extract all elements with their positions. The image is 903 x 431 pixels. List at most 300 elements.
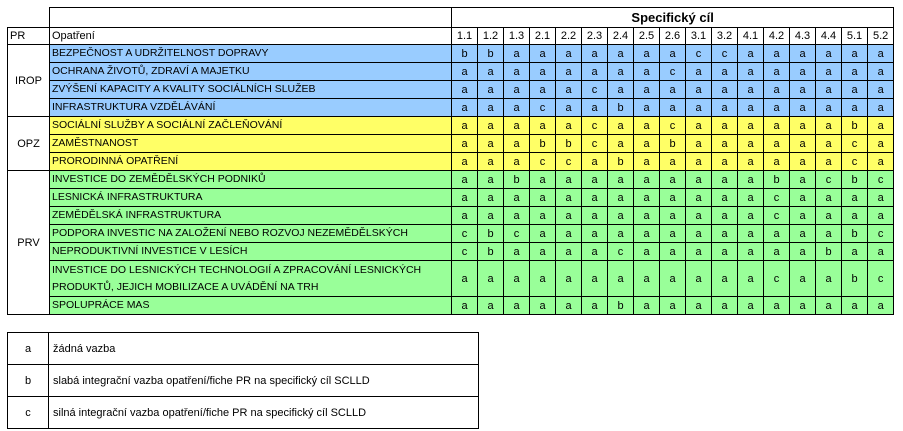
relation-value-cell: a [686, 225, 712, 243]
relation-value-cell: a [504, 153, 530, 171]
goal-column-header: 2.4 [608, 28, 634, 45]
relation-value-cell: a [790, 117, 816, 135]
legend-code: b [8, 365, 49, 397]
relation-value-cell: a [504, 135, 530, 153]
relation-value-cell: a [634, 153, 660, 171]
relation-value-cell: a [582, 99, 608, 117]
legend-body [8, 333, 479, 429]
relation-value-cell: a [790, 207, 816, 225]
goal-column-header: 3.1 [686, 28, 712, 45]
relation-value-cell: a [634, 207, 660, 225]
relation-value-cell: a [686, 117, 712, 135]
relation-value-cell: a [452, 153, 478, 171]
relation-value-cell: a [712, 297, 738, 315]
relation-value-cell: a [816, 63, 842, 81]
relation-value-cell: a [452, 63, 478, 81]
relation-value-cell: b [504, 171, 530, 189]
relation-value-cell: a [582, 261, 608, 297]
relation-value-cell: a [478, 261, 504, 297]
relation-value-cell: a [686, 243, 712, 261]
relation-value-cell: a [452, 189, 478, 207]
relation-value-cell: c [764, 261, 790, 297]
relation-value-cell: b [816, 243, 842, 261]
legend-row [8, 397, 479, 429]
relation-value-cell: a [868, 81, 894, 99]
measure-header: Opatření [50, 28, 452, 45]
relation-value-cell: a [712, 153, 738, 171]
relation-value-cell: a [764, 117, 790, 135]
relation-value-cell: a [764, 243, 790, 261]
relation-value-cell: c [764, 189, 790, 207]
relation-value-cell: a [816, 135, 842, 153]
relation-value-cell: a [738, 153, 764, 171]
relation-value-cell: a [868, 135, 894, 153]
relation-value-cell: a [712, 63, 738, 81]
relation-value-cell: a [504, 261, 530, 297]
relation-value-cell: a [686, 171, 712, 189]
relation-value-cell: b [842, 261, 868, 297]
goal-column-header: 4.3 [790, 28, 816, 45]
relation-value-cell: a [556, 117, 582, 135]
relation-value-cell: a [582, 171, 608, 189]
goal-column-header: 2.3 [582, 28, 608, 45]
relation-value-cell: a [504, 243, 530, 261]
relation-value-cell: a [608, 45, 634, 63]
relation-value-cell: c [608, 243, 634, 261]
relation-value-cell: a [478, 171, 504, 189]
relation-value-cell: a [556, 297, 582, 315]
relation-value-cell: b [608, 153, 634, 171]
relation-value-cell: a [790, 81, 816, 99]
measure-label: INVESTICE DO ZEMĚDĚLSKÝCH PODNIKŮ [50, 171, 452, 189]
relation-value-cell: a [530, 297, 556, 315]
goal-column-header: 3.2 [712, 28, 738, 45]
legend-description: slabá integrační vazba opatření/fiche PR na specifický cíl SCLLD [49, 365, 479, 397]
relation-value-cell: a [452, 99, 478, 117]
relation-value-cell: a [738, 81, 764, 99]
relation-value-cell: a [712, 171, 738, 189]
relation-value-cell: a [816, 225, 842, 243]
measure-label: ZAMĚSTNANOST [50, 135, 452, 153]
relation-value-cell: a [790, 63, 816, 81]
relation-value-cell: a [712, 135, 738, 153]
relation-value-cell: a [478, 99, 504, 117]
table-row [8, 171, 894, 189]
table-row [8, 135, 894, 153]
relation-value-cell: a [660, 153, 686, 171]
relation-value-cell: a [712, 81, 738, 99]
relation-value-cell: a [478, 207, 504, 225]
relation-value-cell: a [608, 171, 634, 189]
relation-value-cell: a [790, 135, 816, 153]
relation-value-cell: a [842, 45, 868, 63]
relation-value-cell: b [842, 117, 868, 135]
relation-value-cell: a [816, 81, 842, 99]
measure-label: INVESTICE DO LESNICKÝCH TECHNOLOGIÍ A ZPRACOVÁNÍ LESNICKÝCH PRODUKTŮ, JEJICH MOBILIZACE A UVÁDĚNÍ NA TRH [50, 261, 452, 297]
relation-value-cell: a [660, 243, 686, 261]
relation-value-cell: a [530, 171, 556, 189]
relation-value-cell: c [452, 225, 478, 243]
relation-value-cell: a [816, 153, 842, 171]
relation-value-cell: a [556, 189, 582, 207]
relation-value-cell: a [686, 189, 712, 207]
relation-value-cell: c [660, 63, 686, 81]
relation-value-cell: a [816, 207, 842, 225]
goal-column-header: 4.2 [764, 28, 790, 45]
blank-corner-measure [50, 8, 452, 28]
relation-value-cell: a [556, 207, 582, 225]
measure-label: PRORODINNÁ OPATŘENÍ [50, 153, 452, 171]
relation-value-cell: a [764, 297, 790, 315]
relation-value-cell: c [842, 135, 868, 153]
table-row [8, 261, 894, 297]
relation-value-cell: a [842, 81, 868, 99]
relation-value-cell: c [582, 117, 608, 135]
relation-value-cell: a [790, 171, 816, 189]
relation-value-cell: a [816, 189, 842, 207]
relation-value-cell: a [556, 99, 582, 117]
relation-value-cell: a [764, 63, 790, 81]
goal-column-header: 2.6 [660, 28, 686, 45]
relation-value-cell: a [582, 153, 608, 171]
relation-value-cell: b [842, 171, 868, 189]
relation-value-cell: a [738, 297, 764, 315]
relation-value-cell: b [764, 171, 790, 189]
relation-value-cell: a [634, 81, 660, 99]
relation-value-cell: a [504, 45, 530, 63]
relation-value-cell: a [686, 81, 712, 99]
relation-value-cell: b [608, 99, 634, 117]
relation-value-cell: a [478, 117, 504, 135]
relation-value-cell: c [660, 117, 686, 135]
relation-value-cell: a [608, 117, 634, 135]
relation-value-cell: a [816, 117, 842, 135]
relation-value-cell: a [868, 117, 894, 135]
relation-value-cell: a [582, 45, 608, 63]
relation-value-cell: a [582, 243, 608, 261]
relation-value-cell: a [842, 207, 868, 225]
relation-value-cell: a [790, 225, 816, 243]
relation-value-cell: a [712, 99, 738, 117]
goal-column-header: 2.5 [634, 28, 660, 45]
relation-value-cell: c [530, 153, 556, 171]
relation-value-cell: a [686, 153, 712, 171]
relation-value-cell: a [608, 189, 634, 207]
measure-label: INFRASTRUKTURA VZDĚLÁVÁNÍ [50, 99, 452, 117]
table-row [8, 99, 894, 117]
relation-value-cell: a [738, 135, 764, 153]
relation-value-cell: a [712, 261, 738, 297]
relation-value-cell: a [608, 261, 634, 297]
relation-value-cell: a [582, 63, 608, 81]
relation-value-cell: a [868, 189, 894, 207]
relation-value-cell: a [452, 171, 478, 189]
relation-value-cell: a [504, 63, 530, 81]
relation-value-cell: a [686, 135, 712, 153]
relation-value-cell: a [738, 189, 764, 207]
table-row [8, 81, 894, 99]
relation-value-cell: a [764, 225, 790, 243]
goal-column-header: 2.1 [530, 28, 556, 45]
legend-description: žádná vazba [49, 333, 479, 365]
measure-label: SPOLUPRÁCE MAS [50, 297, 452, 315]
relation-value-cell: a [738, 99, 764, 117]
relation-value-cell: a [842, 99, 868, 117]
goal-column-header: 5.2 [868, 28, 894, 45]
relation-value-cell: a [660, 207, 686, 225]
relation-value-cell: a [764, 81, 790, 99]
relation-value-cell: b [478, 243, 504, 261]
relation-value-cell: b [556, 135, 582, 153]
program-group-label: OPZ [8, 117, 50, 171]
blank-corner [8, 8, 50, 28]
relation-value-cell: c [868, 171, 894, 189]
relation-value-cell: a [686, 207, 712, 225]
relation-value-cell: a [660, 261, 686, 297]
relation-value-cell: a [530, 189, 556, 207]
measure-label: PODPORA INVESTIC NA ZALOŽENÍ NEBO ROZVOJ NEZEMĚDĚLSKÝCH [50, 225, 452, 243]
specific-goal-title: Specifický cíl [452, 8, 894, 28]
relation-value-cell: c [712, 45, 738, 63]
relation-value-cell: a [764, 45, 790, 63]
relation-value-cell: b [478, 225, 504, 243]
measure-label: SOCIÁLNÍ SLUŽBY A SOCIÁLNÍ ZAČLEŇOVÁNÍ [50, 117, 452, 135]
goal-column-header: 4.1 [738, 28, 764, 45]
relation-value-cell: a [608, 81, 634, 99]
relation-value-cell: b [608, 297, 634, 315]
relation-value-cell: a [530, 243, 556, 261]
relation-value-cell: a [634, 45, 660, 63]
relation-value-cell: a [634, 261, 660, 297]
relation-value-cell: c [504, 225, 530, 243]
relation-value-cell: a [738, 117, 764, 135]
relation-value-cell: a [478, 153, 504, 171]
relation-value-cell: a [452, 261, 478, 297]
goal-column-header: 4.4 [816, 28, 842, 45]
relation-value-cell: a [790, 261, 816, 297]
table-row [8, 45, 894, 63]
relation-value-cell: a [504, 81, 530, 99]
relation-value-cell: a [712, 243, 738, 261]
relation-value-cell: a [634, 243, 660, 261]
relation-value-cell: a [478, 81, 504, 99]
relation-value-cell: a [634, 225, 660, 243]
relation-value-cell: a [868, 45, 894, 63]
relation-value-cell: a [868, 207, 894, 225]
relation-value-cell: a [582, 189, 608, 207]
program-group-label: IROP [8, 45, 50, 117]
relation-value-cell: a [868, 243, 894, 261]
relation-value-cell: a [556, 171, 582, 189]
relation-value-cell: a [504, 207, 530, 225]
measure-label: ZVÝŠENÍ KAPACITY A KVALITY SOCIÁLNÍCH SLUŽEB [50, 81, 452, 99]
relation-value-cell: a [556, 63, 582, 81]
relation-value-cell: a [634, 63, 660, 81]
table-row [8, 243, 894, 261]
relation-value-cell: a [478, 63, 504, 81]
relation-value-cell: a [556, 243, 582, 261]
relation-value-cell: a [738, 63, 764, 81]
relation-value-cell: a [816, 297, 842, 315]
relation-value-cell: a [764, 99, 790, 117]
relation-value-cell: a [842, 243, 868, 261]
legend-code: c [8, 397, 49, 429]
relation-value-cell: a [686, 297, 712, 315]
relation-value-cell: a [660, 45, 686, 63]
relation-value-cell: a [478, 297, 504, 315]
relation-value-cell: a [556, 81, 582, 99]
matrix-body [8, 45, 894, 315]
relation-value-cell: a [790, 243, 816, 261]
relation-value-cell: a [452, 135, 478, 153]
goal-column-header: 5.1 [842, 28, 868, 45]
relation-value-cell: a [764, 135, 790, 153]
relation-value-cell: a [660, 297, 686, 315]
relation-value-cell: a [452, 297, 478, 315]
relation-value-cell: a [868, 297, 894, 315]
relation-value-cell: a [686, 99, 712, 117]
relation-value-cell: c [556, 153, 582, 171]
relation-value-cell: a [660, 189, 686, 207]
measure-label: LESNICKÁ INFRASTRUKTURA [50, 189, 452, 207]
relation-value-cell: a [608, 63, 634, 81]
table-row [8, 117, 894, 135]
relation-value-cell: a [868, 99, 894, 117]
legend-description: silná integrační vazba opatření/fiche PR na specifický cíl SCLLD [49, 397, 479, 429]
relation-value-cell: a [530, 261, 556, 297]
relation-value-cell: a [738, 225, 764, 243]
relation-value-cell: a [634, 117, 660, 135]
relation-value-cell: a [608, 225, 634, 243]
relation-value-cell: b [452, 45, 478, 63]
integration-matrix-table [7, 7, 894, 315]
relation-value-cell: a [790, 297, 816, 315]
title-row [8, 8, 894, 28]
goal-column-header: 1.2 [478, 28, 504, 45]
relation-value-cell: a [452, 81, 478, 99]
relation-value-cell: a [816, 45, 842, 63]
relation-value-cell: a [686, 261, 712, 297]
relation-value-cell: a [790, 45, 816, 63]
relation-value-cell: a [530, 207, 556, 225]
relation-value-cell: b [478, 45, 504, 63]
relation-value-cell: a [478, 135, 504, 153]
relation-value-cell: a [660, 225, 686, 243]
relation-value-cell: a [530, 225, 556, 243]
relation-value-cell: a [634, 99, 660, 117]
relation-value-cell: a [634, 189, 660, 207]
relation-value-cell: b [842, 225, 868, 243]
relation-value-cell: a [608, 207, 634, 225]
relation-value-cell: a [530, 117, 556, 135]
pr-header: PR [8, 28, 50, 45]
relation-value-cell: a [504, 117, 530, 135]
relation-value-cell: a [660, 81, 686, 99]
relation-value-cell: a [712, 117, 738, 135]
relation-value-cell: a [478, 189, 504, 207]
relation-value-cell: a [530, 63, 556, 81]
relation-value-cell: a [582, 297, 608, 315]
relation-value-cell: c [764, 207, 790, 225]
relation-value-cell: a [816, 99, 842, 117]
relation-value-cell: a [660, 99, 686, 117]
relation-value-cell: a [504, 297, 530, 315]
table-row [8, 63, 894, 81]
relation-value-cell: c [842, 153, 868, 171]
relation-value-cell: c [582, 135, 608, 153]
table-row [8, 297, 894, 315]
relation-value-cell: a [816, 261, 842, 297]
relation-value-cell: a [738, 243, 764, 261]
relation-value-cell: a [712, 225, 738, 243]
legend-table [7, 332, 479, 429]
measure-label: ZEMĚDĚLSKÁ INFRASTRUKTURA [50, 207, 452, 225]
relation-value-cell: a [660, 171, 686, 189]
relation-value-cell: a [842, 297, 868, 315]
relation-value-cell: b [660, 135, 686, 153]
table-row [8, 225, 894, 243]
relation-value-cell: a [738, 171, 764, 189]
relation-value-cell: a [452, 207, 478, 225]
legend-row [8, 333, 479, 365]
relation-value-cell: c [816, 171, 842, 189]
relation-value-cell: c [868, 225, 894, 243]
relation-value-cell: a [842, 189, 868, 207]
relation-value-cell: a [790, 99, 816, 117]
relation-value-cell: a [738, 261, 764, 297]
relation-value-cell: a [582, 207, 608, 225]
relation-value-cell: c [452, 243, 478, 261]
relation-value-cell: a [530, 81, 556, 99]
relation-value-cell: c [868, 261, 894, 297]
relation-value-cell: a [556, 225, 582, 243]
relation-value-cell: a [738, 207, 764, 225]
measure-label: OCHRANA ŽIVOTŮ, ZDRAVÍ A MAJETKU [50, 63, 452, 81]
relation-value-cell: a [504, 189, 530, 207]
relation-value-cell: a [712, 207, 738, 225]
legend-code: a [8, 333, 49, 365]
column-header-row [8, 28, 894, 45]
program-group-label: PRV [8, 171, 50, 315]
measure-label: BEZPEČNOST A UDRŽITELNOST DOPRAVY [50, 45, 452, 63]
relation-value-cell: a [842, 63, 868, 81]
table-row [8, 207, 894, 225]
relation-value-cell: a [634, 135, 660, 153]
relation-value-cell: a [686, 63, 712, 81]
relation-value-cell: a [712, 189, 738, 207]
relation-value-cell: a [764, 153, 790, 171]
relation-value-cell: c [582, 81, 608, 99]
relation-value-cell: a [738, 45, 764, 63]
relation-value-cell: a [608, 135, 634, 153]
relation-value-cell: a [790, 189, 816, 207]
measure-label: NEPRODUKTIVNÍ INVESTICE V LESÍCH [50, 243, 452, 261]
relation-value-cell: a [868, 63, 894, 81]
goal-column-header: 1.1 [452, 28, 478, 45]
table-row [8, 189, 894, 207]
relation-value-cell: a [452, 117, 478, 135]
relation-value-cell: a [504, 99, 530, 117]
relation-value-cell: a [530, 45, 556, 63]
relation-value-cell: a [582, 225, 608, 243]
legend-row [8, 365, 479, 397]
relation-value-cell: a [556, 261, 582, 297]
relation-value-cell: a [634, 171, 660, 189]
goal-column-header: 1.3 [504, 28, 530, 45]
table-row [8, 153, 894, 171]
relation-value-cell: a [868, 153, 894, 171]
goal-column-header: 2.2 [556, 28, 582, 45]
